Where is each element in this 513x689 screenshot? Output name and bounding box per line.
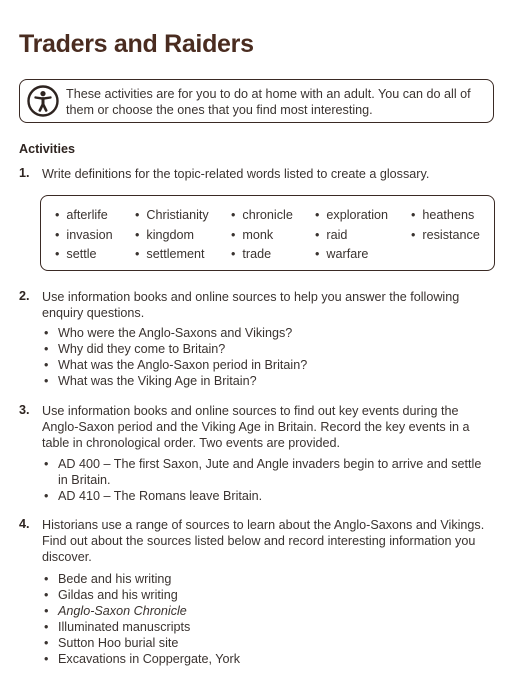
activity-4-number: 4. [19,517,30,531]
list-item: • Excavations in Coppergate, York [42,651,492,667]
glossary-word: • trade [231,247,271,261]
activity-3-text: Use information books and online sources to find out key events during the Anglo-Saxon period and the Viking Age in Britain. Record the key events in a table in chronological order. Two events are provided. [42,404,470,450]
activity-3-events [42,456,492,504]
activity-2-number: 2. [19,289,30,303]
glossary-word: • exploration [315,208,388,222]
glossary-word: • settle [55,247,97,261]
list-item: • Gildas and his writing [42,587,492,603]
activity-3-number: 3. [19,403,30,417]
activity-1-text: Write definitions for the topic-related words listed to create a glossary. [42,167,430,181]
glossary-word-box [40,195,495,271]
activity-4-sources [42,571,492,667]
glossary-word: • warfare [315,247,368,261]
glossary-word: • heathens [411,208,474,222]
list-item: • Why did they come to Britain? [42,341,492,357]
glossary-word: • monk [231,228,273,242]
adult-supervision-notice [19,79,494,123]
glossary-word: • kingdom [135,228,194,242]
list-item: • AD 400 – The first Saxon, Jute and Angle invaders begin to arrive and settle in Britain. [42,456,492,488]
glossary-word: • settlement [135,247,205,261]
list-item: • Sutton Hoo burial site [42,635,492,651]
glossary-word: • resistance [411,228,480,242]
activities-heading: Activities [19,142,75,156]
glossary-word: • Christianity [135,208,209,222]
notice-text: These activities are for you to do at home with an adult. You can do all of them or choose the ones that you find most interesting. [66,87,471,117]
glossary-word: • invasion [55,228,113,242]
glossary-word: • afterlife [55,208,108,222]
activity-4-text: Historians use a range of sources to learn about the Anglo-Saxons and Vikings. Find out about the sources listed below and record interesting information you discover. [42,518,485,564]
list-item: • Illuminated manuscripts [42,619,492,635]
activity-2-text: Use information books and online sources to help you answer the following enquiry questions. [42,290,460,320]
glossary-word: • raid [315,228,347,242]
page-title: Traders and Raiders [19,30,254,58]
activity-1-number: 1. [19,166,30,180]
list-item: • Bede and his writing [42,571,492,587]
list-item: • What was the Viking Age in Britain? [42,373,492,389]
list-item: • AD 410 – The Romans leave Britain. [42,488,492,504]
glossary-word: • chronicle [231,208,293,222]
activity-2-questions [42,325,492,389]
child-figure-icon [27,85,59,117]
list-item: • Anglo-Saxon Chronicle [42,603,492,619]
list-item: • What was the Anglo-Saxon period in Britain? [42,357,492,373]
list-item: • Who were the Anglo-Saxons and Vikings? [42,325,492,341]
